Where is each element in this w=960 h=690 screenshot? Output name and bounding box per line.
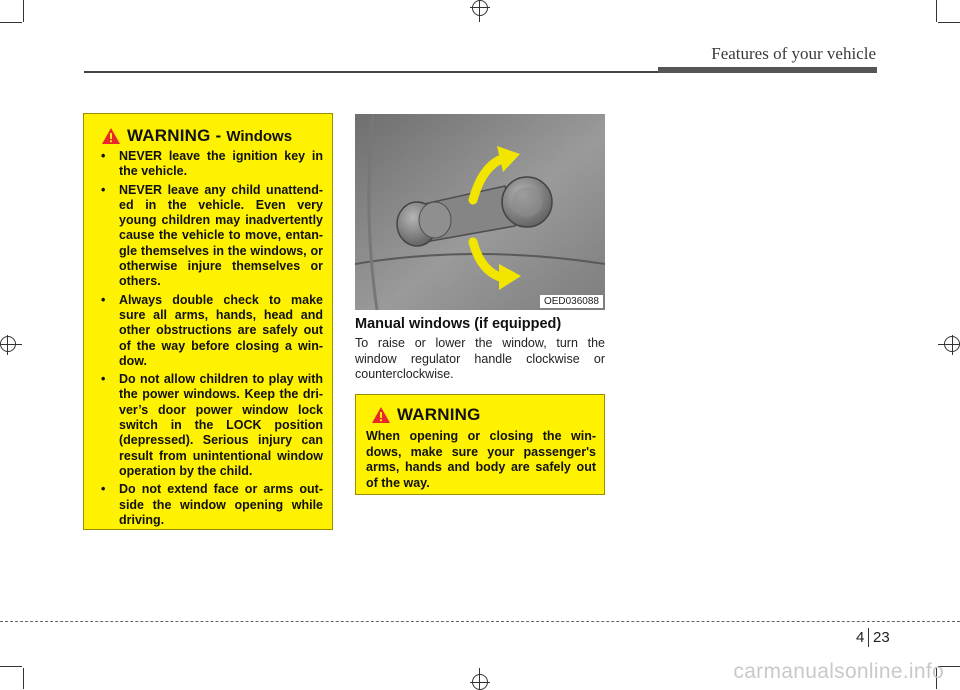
- page-separator: [868, 628, 869, 647]
- section-heading: Manual windows (if equipped): [355, 316, 562, 332]
- crop-mark: [23, 668, 24, 689]
- section-title: Features of your vehicle: [711, 44, 876, 63]
- list-item: • Do not allow children to play with the power windows. Keep the dri-ver’s door power window lock switch in the LOCK position (depressed). Serious injury can result from unintentional window operation by the child.: [93, 372, 323, 479]
- list-item: • NEVER leave any child unattend-ed in the vehicle. Even very young children may inadvertently cause the vehicle to move, entan-gle themselves in the windows, or otherwise injure themselves or others.: [93, 183, 323, 290]
- footer-rule: [0, 621, 960, 622]
- warning-triangle-icon: [101, 127, 121, 145]
- warning-title: WARNING -: [127, 126, 222, 145]
- registration-mark: [472, 674, 488, 690]
- window-handle-drawing: [355, 114, 605, 310]
- registration-mark: [944, 336, 960, 352]
- watermark: carmanualsonline.info: [733, 660, 944, 683]
- warning-title: WARNING: [397, 405, 481, 424]
- registration-mark: [0, 336, 16, 352]
- chapter-number: 4: [856, 629, 865, 646]
- body-paragraph: To raise or lower the window, turn the window regulator handle clockwise or counterclockwise.: [355, 336, 605, 382]
- warning-box-windows: [83, 113, 333, 530]
- crop-mark: [0, 22, 22, 23]
- registration-mark: [472, 0, 488, 16]
- window-handle-illustration: [355, 114, 605, 310]
- warning-header: [371, 405, 596, 425]
- crop-mark: [936, 0, 937, 22]
- list-item: • Do not extend face or arms out-side the window opening while driving.: [93, 482, 323, 528]
- warning-box-passengers: [355, 394, 605, 495]
- list-item: • NEVER leave the ignition key in the vehicle.: [93, 149, 323, 180]
- crop-mark: [938, 22, 960, 23]
- warning-header: [101, 126, 323, 146]
- warning-list: [93, 149, 323, 528]
- page-number: 23: [873, 629, 890, 646]
- figure-code: OED036088: [540, 295, 603, 308]
- header-rule-accent: [658, 67, 877, 73]
- warning-subtitle: Windows: [226, 127, 293, 145]
- warning-triangle-icon: [371, 406, 391, 424]
- crop-mark: [23, 0, 24, 22]
- crop-mark: [0, 666, 22, 667]
- warning-text: When opening or closing the win-dows, make sure your passenger's arms, hands and body are safely out of the way.: [366, 429, 596, 490]
- list-item: • Always double check to make sure all arms, hands, head and other obstructions are safely out of the way before closing a win-dow.: [93, 293, 323, 369]
